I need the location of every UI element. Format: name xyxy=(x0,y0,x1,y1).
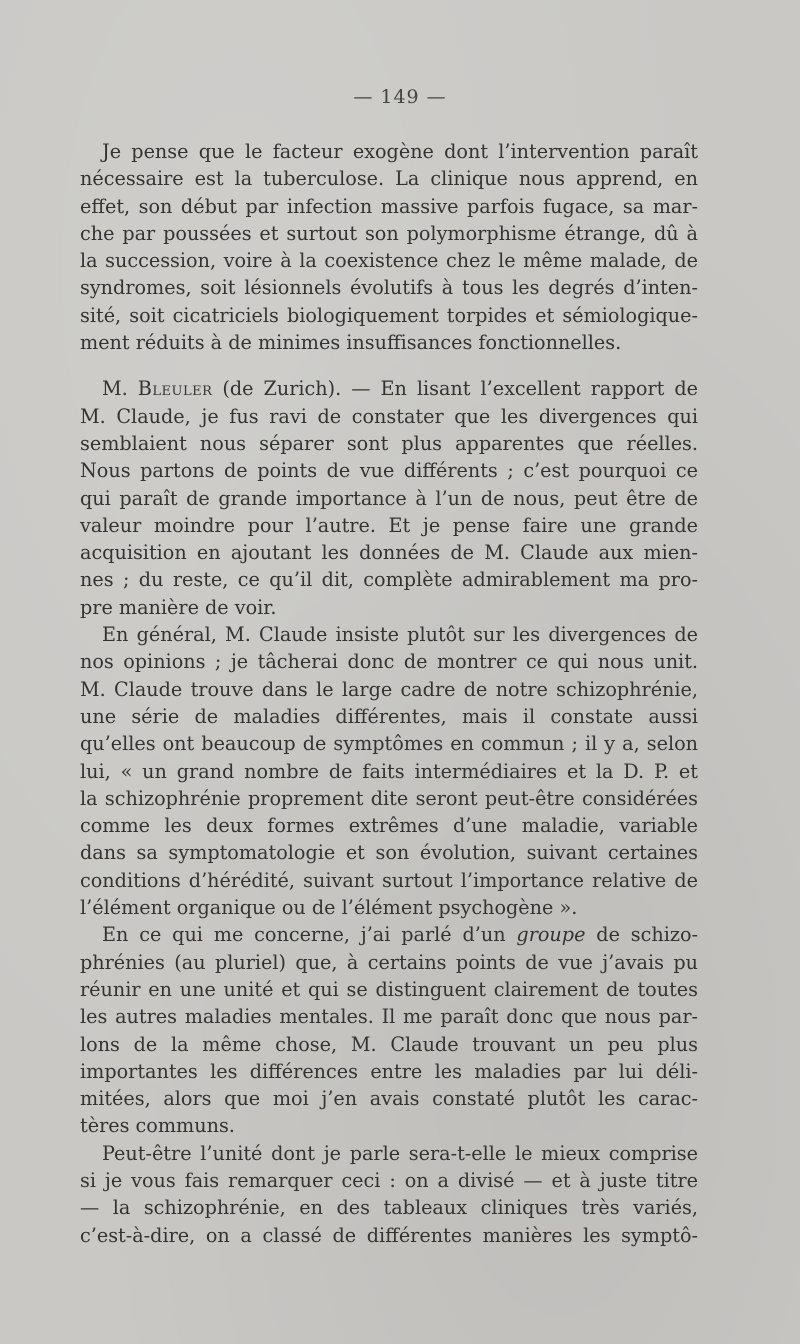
text-line: nes ; du reste, ce qu’il dit, complète admirablement ma pro- xyxy=(80,568,698,592)
text-line: effet, son début par infection massive parfois fugace, sa mar- xyxy=(80,194,698,218)
text-line: valeur moindre pour l’autre. Et je pense faire une grande xyxy=(80,513,698,537)
text-line: phrénies (au pluriel) que, à certains points de vue j’avais pu xyxy=(80,950,698,974)
text-line: si je vous fais remarquer ceci : on a divisé — et à juste titre xyxy=(80,1168,698,1192)
text-line: importantes les différences entre les maladies par lui déli- xyxy=(80,1059,698,1083)
text-line: — la schizophrénie, en des tableaux cliniques très variés, xyxy=(80,1196,698,1220)
text-line: réunir en une unité et qui se distinguent clairement de toutes xyxy=(80,977,698,1001)
text-line: qu’elles ont beaucoup de symptômes en commun ; il y a, selon xyxy=(80,732,698,756)
text-line: che par poussées et surtout son polymorphisme étrange, dû à xyxy=(80,221,698,245)
text-line: qui paraît de grande importance à l’un de nous, peut être de xyxy=(80,486,698,510)
text-line: comme les deux formes extrêmes d’une maladie, variable xyxy=(80,814,698,838)
text-fragment: En ce qui me concerne, j’ai parlé d’un xyxy=(102,923,517,947)
text-line: semblaient nous séparer sont plus apparentes que réelles. xyxy=(80,431,698,455)
italic-term: groupe xyxy=(516,923,586,947)
speaker-line xyxy=(80,375,698,402)
text-line: En général, M. Claude insiste plutôt sur les divergences de xyxy=(102,623,698,647)
text-line: nécessaire est la tuberculose. La clinique nous apprend, en xyxy=(80,167,698,191)
text-line: c’est-à-dire, on a classé de différentes manières les symptô- xyxy=(80,1223,698,1247)
text-line: mitées, alors que moi j’en avais constaté plutôt les carac- xyxy=(80,1087,698,1111)
text-line: l’élément organique ou de l’élément psychogène ». xyxy=(80,896,578,920)
speaker-name: Bleuler xyxy=(137,377,213,401)
text-line: M. Claude trouve dans le large cadre de notre schizophrénie, xyxy=(80,677,698,701)
text-line: Je pense que le facteur exogène dont l’intervention paraît xyxy=(102,140,698,163)
text-line: Nous partons de points de vue différents ; c’est pourquoi ce xyxy=(80,459,698,483)
text-line: la schizophrénie proprement dite seront peut-être considérées xyxy=(80,786,698,810)
text-line: la succession, voire à la coexistence chez le même malade, de xyxy=(80,249,698,273)
text-line: conditions d’hérédité, suivant surtout l’importance relative de xyxy=(80,868,698,892)
speaker-prefix: M. xyxy=(102,377,138,401)
text-line: les autres maladies mentales. Il me paraît donc que nous par- xyxy=(80,1005,698,1029)
text-line: une série de maladies différentes, mais il constate aussi xyxy=(80,704,698,728)
text-line: Peut-être l’unité dont je parle sera-t-elle le mieux comprise xyxy=(102,1141,698,1165)
paragraph-spacer xyxy=(80,356,698,375)
text-line: pre manière de voir. xyxy=(80,595,277,619)
text-line-with-italic xyxy=(80,921,698,948)
paragraph-5 xyxy=(80,1140,698,1249)
paragraph-3 xyxy=(80,621,698,921)
text-fragment: de schizo- xyxy=(585,923,698,947)
speaker-line-rest: (de Zurich). — En lisant l’excellent rapport de xyxy=(212,377,698,401)
text-line: dans sa symptomatologie et son évolution, suivant certaines xyxy=(80,841,698,865)
text-line: ment réduits à de minimes insuffisances fonctionnelles. xyxy=(80,331,622,355)
paragraph-2 xyxy=(80,375,698,621)
text-line: sité, soit cicatriciels biologiquement torpides et sémiologique- xyxy=(80,303,698,327)
page-body xyxy=(80,138,698,1249)
paragraph-1 xyxy=(80,138,698,356)
text-line: nos opinions ; je tâcherai donc de montrer ce qui nous unit. xyxy=(80,650,698,674)
text-line: acquisition en ajoutant les données de M. Claude aux mien- xyxy=(80,541,698,565)
paragraph-4 xyxy=(80,921,698,1139)
text-line: lui, « un grand nombre de faits intermédiaires et la D. P. et xyxy=(80,759,698,783)
text-line: M. Claude, je fus ravi de constater que les divergences qui xyxy=(80,404,698,428)
text-line: syndromes, soit lésionnels évolutifs à tous les degrés d’inten- xyxy=(80,276,698,300)
text-line: tères communs. xyxy=(80,1114,235,1138)
page-number: — 149 — xyxy=(353,86,447,108)
text-line: lons de la même chose, M. Claude trouvant un peu plus xyxy=(80,1032,698,1056)
